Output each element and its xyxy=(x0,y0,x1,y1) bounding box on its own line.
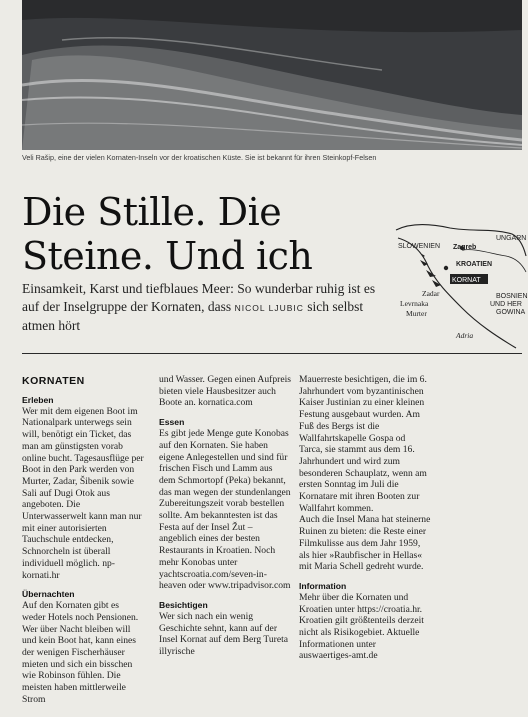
text-uebernachten: Auf den Kornaten gibt es weder Hotels noch Pensionen. Wer über Nacht bleiben will und kein Boot hat, kann eines der wenigen Fischerhäuser mieten und sich ein bisschen wie Robinson fühlen. Die meisten haben mittlerweile Strom xyxy=(22,600,139,705)
section-title-kornaten: KORNATEN xyxy=(22,375,85,387)
text-essen: Es gibt jede Menge gute Konobas auf den Kornaten. Sie haben eigene Anlegestellen und sind für frischen Fisch und Lamm aus dem Schmortopf (Peka) bekannt, das man wegen der stundenlangen Zubereitungszeit vorab bestellen sollte. Am bekanntesten ist das Festa auf der Insel Žut – angeblich eines der besten Restaurants in Kroatien. Noch mehr Konobas unter yachtscroatia.com/seven-in-heaven oder www.tripadvisor.com xyxy=(159,428,291,592)
text-besichtigen: Wer sich nach ein wenig Geschichte sehnt, kann auf der Insel Kornat auf dem Berg Tureta illyrische xyxy=(159,610,289,658)
heading-information: Information xyxy=(299,580,347,591)
map-label-bosnien: BOSNIEN xyxy=(496,293,528,300)
text-mana: Auch die Insel Mana hat steinerne Ruinen zu bieten: die Reste einer Filmkulisse aus dem Jahr 1959, als hier »Raubfischer in Hellas« mit Maria Schell gedreht wurde. xyxy=(299,514,431,573)
header-photo xyxy=(22,0,522,150)
heading-essen: Essen xyxy=(159,417,185,428)
map-label-zagreb: Zagreb xyxy=(453,244,477,251)
headline xyxy=(22,190,402,278)
map-label-adria: Adria xyxy=(456,331,474,340)
headline-line-1: Die Stille. Die xyxy=(22,190,282,234)
lead-text-2: der Inselgruppe der Kornaten, dass xyxy=(42,299,232,314)
text-uebernachten-cont: und Wasser. Gegen einen Aufpreis bieten viele Hausbesitzer auch Boote an. kornatica.com xyxy=(159,374,291,409)
info-column-3 xyxy=(299,374,431,662)
lead-paragraph xyxy=(22,280,392,335)
photo-caption: Veli Rašip, eine der vielen Kornaten-Inseln vor der kroatischen Küste. Sie ist bekannt für ihren Steinkopf-Felsen xyxy=(22,153,377,162)
map-label-kornat: KORNAT xyxy=(452,277,481,284)
map-label-levrnaka: Levrnaka xyxy=(400,299,429,308)
text-erleben: Wer mit dem eigenen Boot im Nationalpark unterwegs sein will, benötigt ein Ticket, das man am günstigsten vorab online bucht. Tagesausflüge per Boot in den Park werden von Murter, Zadar, Šibenik sowie Sali auf Dugi Otok aus angeboten. Die Unterwasserwelt kann man nur mit einer autorisierten Tauchschule entdecken, Schnorcheln ist überall individuell möglich. np-kornati.hr xyxy=(22,405,144,581)
text-information: Mehr über die Kornaten und Kroatien unter https://croatia.hr. Kroatien gilt größtenteils derzeit nicht als Risikogebiet. Aktuelle Informationen unter auswaertiges-amt.de xyxy=(299,591,424,662)
map-label-gowina: GOWINA xyxy=(496,309,526,316)
author-byline: NICOL LJUBIC xyxy=(234,303,304,313)
info-column-2 xyxy=(159,374,291,658)
heading-uebernachten: Übernachten xyxy=(22,589,75,600)
text-besichtigen-cont: Mauerreste besichtigen, die im 6. Jahrhundert vom byzantinischen Kaiser Justinian zu einer kleinen Festung ausgebaut wurden. Am Fuß des Bergs ist die Wallfahrtskapelle Gospa od Tarca, sie stammt aus dem 16. Jahrhundert und wird zum besonderen Schauplatz, wenn am ersten Sonntag im Juli die Kornatare mit ihren Booten zur Wallfahrt kommen. xyxy=(299,374,427,514)
headline-line-2: Steine. Und ich xyxy=(22,234,313,278)
info-column-1 xyxy=(22,376,144,706)
section-divider xyxy=(22,353,522,354)
heading-erleben: Erleben xyxy=(22,394,54,405)
sea-wake-image xyxy=(22,0,522,150)
heading-besichtigen: Besichtigen xyxy=(159,599,208,610)
kornat-marker xyxy=(444,266,448,270)
map-label-slowenien: SLOWENIEN xyxy=(398,243,441,250)
lead-text-3: sich selbst atmen hört xyxy=(22,299,364,333)
map-label-murter: Murter xyxy=(406,309,427,318)
map-label-ungarn: UNGARN xyxy=(496,235,527,242)
map-label-kroatien: KROATIEN xyxy=(456,261,493,268)
croatia-map xyxy=(392,208,528,358)
map-label-zadar: Zadar xyxy=(422,289,440,298)
lead-text-1: Einsamkeit, Karst und tiefblaues Meer: So wunderbar ruhig ist es auf xyxy=(22,281,376,314)
map-label-her: UND HER xyxy=(490,301,522,308)
